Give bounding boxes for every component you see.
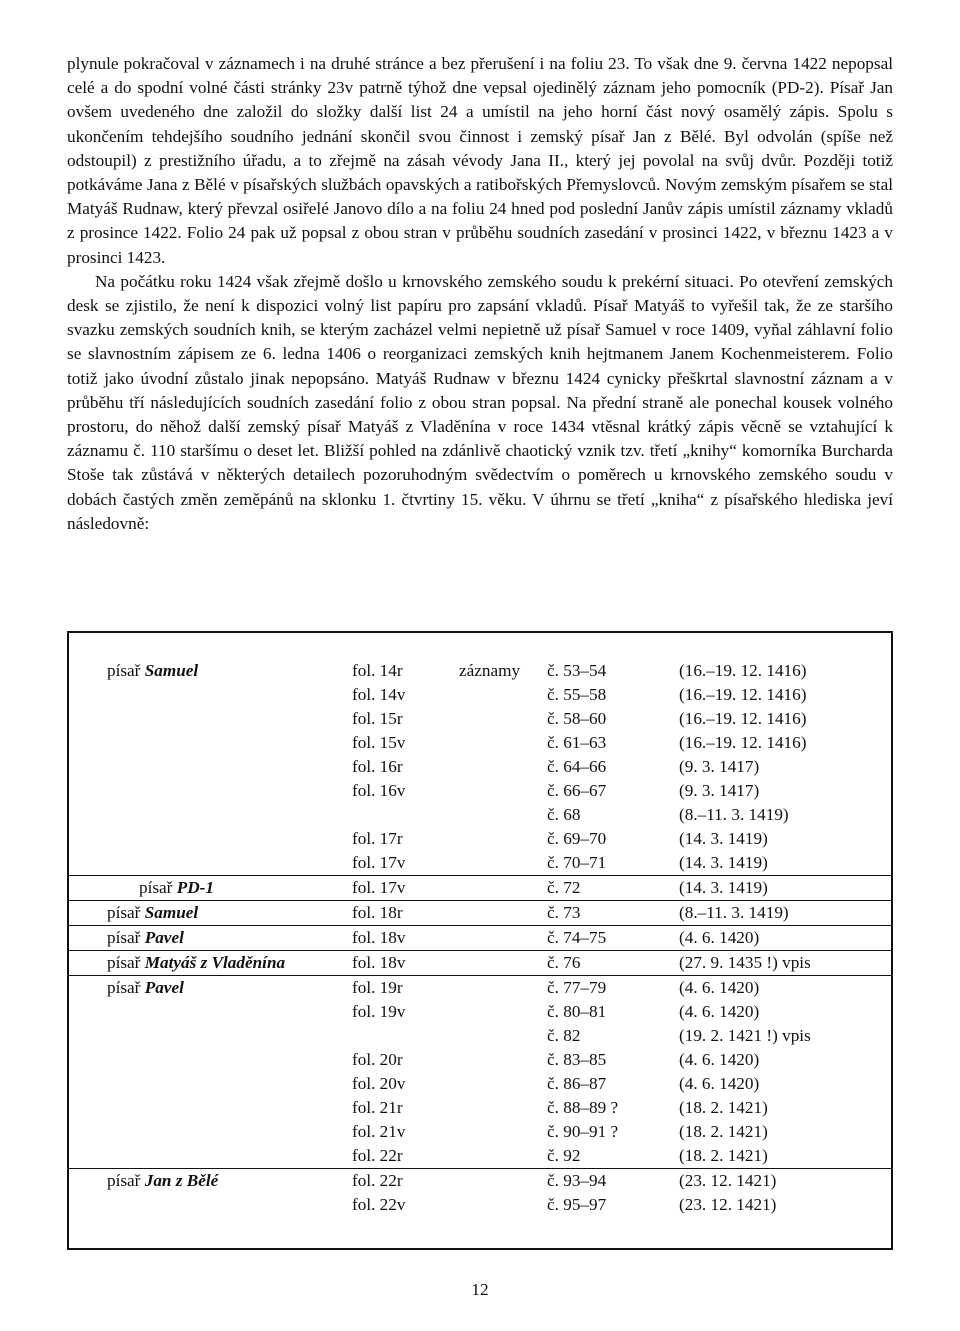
record-number-cell: č. 95–97 bbox=[547, 1195, 607, 1214]
paragraph: plynule pokračoval v záznamech i na druhé stránce a bez přerušení i na foliu 23. To však dne 9. června 1422 nepopsal celé a do spodní volné části stránky 23v patrně týhož dne vepsal ojedinělý záznam jeho pomocník (PD-2). Písař Jan ovšem uvedeného dne založil do složky další list 24 a umístil na jeho horní část nový osamělý zápis. Spolu s ukončením tehdejšího soudního jednání skončil svou činnost i zemský písař Jan z Bělé. Byl odvolán (spíše než odstoupil) z prestižního úřadu, a to zřejmě na zásah vévody Jana II., který jej povolal na svůj dvůr. Později totiž potkáváme Jana z Bělé v písařských službách opavských a ratibořských Přemyslovců. Novým zemským písařem se stal Matyáš Rudnaw, který převzal osiřelé Janovo dílo a na foliu 24 hned pod poslední Janův zápis umístil záznamy vkladů z prosince 1422. Folio 24 pak už popsal z obou stran v průběhu soudních zasedání v prosinci 1422, v březnu 1423 a v prosinci 1423. bbox=[67, 54, 893, 267]
date-cell: (4. 6. 1420) bbox=[679, 978, 760, 997]
folio-cell: fol. 22v bbox=[352, 1195, 406, 1214]
date-cell: (23. 12. 1421) bbox=[679, 1171, 777, 1190]
folio-cell: fol. 15r bbox=[352, 709, 403, 728]
folio-cell: fol. 16r bbox=[352, 757, 403, 776]
record-number-cell: č. 68 bbox=[547, 805, 581, 824]
scribe-cell bbox=[139, 876, 214, 900]
date-cell: (8.–11. 3. 1419) bbox=[679, 903, 789, 922]
date-cell: (4. 6. 1420) bbox=[679, 1002, 760, 1021]
record-number-cell: č. 74–75 bbox=[547, 928, 607, 947]
record-number-cell: č. 76 bbox=[547, 953, 581, 972]
scribe-cell bbox=[107, 976, 184, 1000]
table-row bbox=[69, 1193, 891, 1217]
record-number-cell: č. 53–54 bbox=[547, 661, 607, 680]
page-number: 12 bbox=[471, 1280, 489, 1299]
date-cell: (23. 12. 1421) bbox=[679, 1195, 777, 1214]
date-cell: (16.–19. 12. 1416) bbox=[679, 709, 807, 728]
record-number-cell: č. 88–89 ? bbox=[547, 1098, 619, 1117]
table-row bbox=[69, 1144, 891, 1168]
paragraph: Na počátku roku 1424 však zřejmě došlo u krnovského zemského soudu k prekérní situaci. Po otevření zemských desk se zjistilo, že není k dispozici volný list papíru pro zapsání vkladů. Písař Matyáš to vyřešil tak, že ze staršího svazku zemských soudních knih, se kterým zacházel velmi nepietně už písař Samuel v roce 1409, vyňal záhlavní folio se slavnostním zápisem ze 6. ledna 1406 o reorganizaci zemských knih hejtmanem Janem Kochenmeisterem. Folio totiž jako úvodní zůstalo jinak nepopsáno. Matyáš Rudnaw v březnu 1424 cynicky přeškrtal slavnostní záznam a v průběhu tří následujících soudních zasedání folio z obou stran popsal. Na přední straně ale ponechal kousek volného prostoru, do něhož další zemský písař Matyáš z Vladěnína v roce 1434 vtěsnal krátký zápis věcně se vztahující k záznamu č. 110 staršímu o deset let. Bližší pohled na zdánlivě chaotický vznik tzv. třetí „knihy“ komorníka Burcharda Stoše tak zůstává v některých detailech pozoruhodným svědectvím o poměrech u krnovského zemského soudu v dobách častých změn zeměpánů na sklonku 1. čtvrtiny 15. věku. V úhrnu se třetí „kniha“ z písařského hlediska jeví následovně: bbox=[67, 271, 893, 533]
scribe-name: Pavel bbox=[144, 928, 184, 947]
scribe-prefix: písař bbox=[107, 661, 145, 680]
scribe-prefix: písař bbox=[107, 1171, 145, 1190]
table-row bbox=[69, 1048, 891, 1072]
scribe-name: Jan z Bělé bbox=[144, 1171, 219, 1190]
record-number-cell: č. 83–85 bbox=[547, 1050, 607, 1069]
scribe-cell bbox=[107, 951, 285, 975]
record-number-cell: č. 80–81 bbox=[547, 1002, 607, 1021]
date-cell: (8.–11. 3. 1419) bbox=[679, 805, 789, 824]
table-row bbox=[69, 707, 891, 731]
folio-cell: fol. 18r bbox=[352, 903, 403, 922]
record-type-cell: záznamy bbox=[459, 661, 521, 680]
table-row bbox=[69, 779, 891, 803]
folio-cell: fol. 21r bbox=[352, 1098, 403, 1117]
folio-cell: fol. 15v bbox=[352, 733, 406, 752]
table-row bbox=[69, 851, 891, 875]
folio-cell: fol. 19v bbox=[352, 1002, 406, 1021]
folio-cell: fol. 21v bbox=[352, 1122, 406, 1141]
table-row bbox=[69, 1168, 891, 1193]
record-number-cell: č. 73 bbox=[547, 903, 581, 922]
folio-cell: fol. 22r bbox=[352, 1146, 403, 1165]
date-cell: (14. 3. 1419) bbox=[679, 878, 768, 897]
scribe-table bbox=[69, 659, 891, 1217]
table-row bbox=[69, 900, 891, 925]
record-number-cell: č. 69–70 bbox=[547, 829, 607, 848]
folio-cell: fol. 14v bbox=[352, 685, 406, 704]
date-cell: (4. 6. 1420) bbox=[679, 1050, 760, 1069]
record-number-cell: č. 61–63 bbox=[547, 733, 607, 752]
folio-cell: fol. 20v bbox=[352, 1074, 406, 1093]
table-row bbox=[69, 731, 891, 755]
date-cell: (4. 6. 1420) bbox=[679, 1074, 760, 1093]
scribe-table-box bbox=[67, 631, 893, 1250]
scribe-prefix: písař bbox=[107, 953, 145, 972]
record-number-cell: č. 90–91 ? bbox=[547, 1122, 619, 1141]
folio-cell: fol. 22r bbox=[352, 1171, 403, 1190]
folio-cell: fol. 19r bbox=[352, 978, 403, 997]
table-row bbox=[69, 1096, 891, 1120]
date-cell: (19. 2. 1421 !) vpis bbox=[679, 1026, 811, 1045]
record-number-cell: č. 70–71 bbox=[547, 853, 607, 872]
table-row bbox=[69, 925, 891, 950]
record-number-cell: č. 58–60 bbox=[547, 709, 607, 728]
table-row bbox=[69, 827, 891, 851]
record-number-cell: č. 64–66 bbox=[547, 757, 607, 776]
date-cell: (18. 2. 1421) bbox=[679, 1146, 768, 1165]
scribe-prefix: písař bbox=[107, 978, 145, 997]
record-number-cell: č. 82 bbox=[547, 1026, 581, 1045]
folio-cell: fol. 18v bbox=[352, 928, 406, 947]
folio-cell: fol. 17v bbox=[352, 878, 406, 897]
folio-cell: fol. 17v bbox=[352, 853, 406, 872]
table-row bbox=[69, 659, 891, 683]
date-cell: (16.–19. 12. 1416) bbox=[679, 733, 807, 752]
table-row bbox=[69, 755, 891, 779]
date-cell: (14. 3. 1419) bbox=[679, 853, 768, 872]
folio-cell: fol. 14r bbox=[352, 661, 403, 680]
record-number-cell: č. 77–79 bbox=[547, 978, 607, 997]
table-row bbox=[69, 803, 891, 827]
scribe-prefix: písař bbox=[107, 903, 145, 922]
scribe-name: Samuel bbox=[144, 661, 199, 680]
date-cell: (4. 6. 1420) bbox=[679, 928, 760, 947]
record-number-cell: č. 66–67 bbox=[547, 781, 607, 800]
date-cell: (9. 3. 1417) bbox=[679, 781, 760, 800]
record-number-cell: č. 72 bbox=[547, 878, 581, 897]
scribe-cell bbox=[107, 926, 184, 950]
folio-cell: fol. 17r bbox=[352, 829, 403, 848]
scribe-cell bbox=[107, 659, 198, 683]
scribe-prefix: písař bbox=[107, 928, 145, 947]
date-cell: (18. 2. 1421) bbox=[679, 1122, 768, 1141]
date-cell: (27. 9. 1435 !) vpis bbox=[679, 953, 811, 972]
scribe-cell bbox=[107, 901, 198, 925]
record-number-cell: č. 93–94 bbox=[547, 1171, 607, 1190]
table-row bbox=[69, 1024, 891, 1048]
scribe-name: Pavel bbox=[144, 978, 184, 997]
folio-cell: fol. 20r bbox=[352, 1050, 403, 1069]
table-row bbox=[69, 975, 891, 1000]
folio-cell: fol. 18v bbox=[352, 953, 406, 972]
date-cell: (9. 3. 1417) bbox=[679, 757, 760, 776]
record-number-cell: č. 86–87 bbox=[547, 1074, 607, 1093]
table-row bbox=[69, 1120, 891, 1144]
record-number-cell: č. 92 bbox=[547, 1146, 581, 1165]
scribe-name: PD-1 bbox=[176, 878, 214, 897]
table-row bbox=[69, 683, 891, 707]
table-row bbox=[69, 875, 891, 900]
scribe-cell bbox=[107, 1169, 218, 1193]
date-cell: (16.–19. 12. 1416) bbox=[679, 685, 807, 704]
date-cell: (16.–19. 12. 1416) bbox=[679, 661, 807, 680]
scribe-prefix: písař bbox=[139, 878, 177, 897]
record-number-cell: č. 55–58 bbox=[547, 685, 607, 704]
date-cell: (14. 3. 1419) bbox=[679, 829, 768, 848]
date-cell: (18. 2. 1421) bbox=[679, 1098, 768, 1117]
scribe-name: Matyáš z Vladěnína bbox=[144, 953, 286, 972]
folio-cell: fol. 16v bbox=[352, 781, 406, 800]
scribe-name: Samuel bbox=[144, 903, 199, 922]
table-row bbox=[69, 1000, 891, 1024]
table-row bbox=[69, 1072, 891, 1096]
body-text bbox=[67, 52, 893, 536]
table-row bbox=[69, 950, 891, 975]
